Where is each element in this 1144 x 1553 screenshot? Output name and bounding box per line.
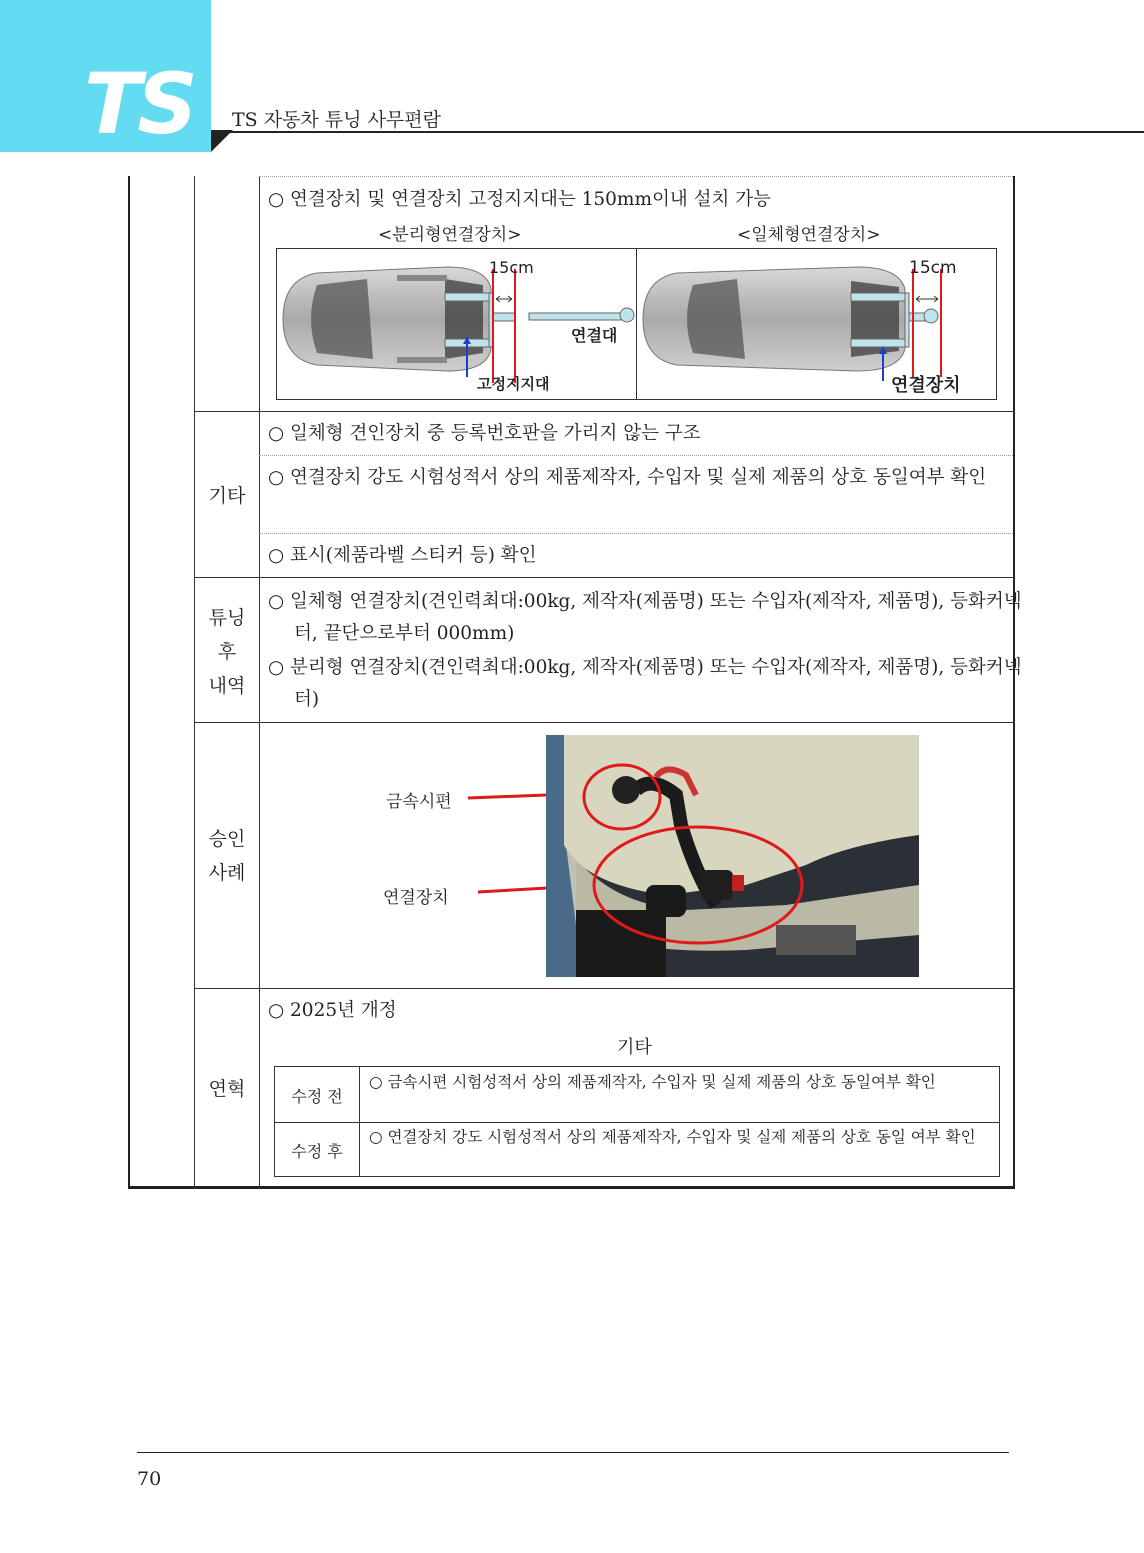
- column-divider-2: [259, 176, 260, 1189]
- other-bullet-3: ○ 표시(제품라벨 스티커 등) 확인: [268, 545, 537, 566]
- revision-table-row-divider: [275, 1122, 999, 1123]
- other-bullet-2: ○ 연결장치 강도 시험성적서 상의 제품제작자, 수입자 및 실제 제품의 상호 동일여부 확인: [268, 467, 987, 488]
- revision-text-before: ○ 금속시편 시험성적서 상의 제품제작자, 수입자 및 실제 제품의 상호 동일여부 확인: [369, 1073, 936, 1091]
- support-label: 고정지지대: [477, 375, 550, 393]
- tow-hitch-photo: [546, 735, 919, 977]
- revision-text-after: ○ 연결장치 강도 시험성적서 상의 제품제작자, 수입자 및 실제 제품의 상호 동일 여부 확인: [369, 1128, 976, 1146]
- car-top-view-icon: [643, 267, 905, 371]
- left-dimension-label: 15cm: [489, 258, 534, 277]
- revision-table: [274, 1066, 1000, 1177]
- revision-label-before: 수정 전: [291, 1087, 343, 1106]
- page-number: 70: [137, 1468, 162, 1490]
- logo-block: [0, 0, 211, 152]
- other-bullet-1: ○ 일체형 견인장치 중 등록번호판을 가리지 않는 구조: [268, 423, 701, 444]
- row-label-after-tuning: 튜닝 후 내역: [208, 607, 246, 697]
- caption-separate-type: <분리형연결장치>: [378, 225, 522, 245]
- row-divider: [194, 577, 1015, 578]
- revision-label-after: 수정 후: [291, 1142, 343, 1161]
- callout-coupling: 연결장치: [383, 888, 449, 908]
- tow-bar: [529, 313, 621, 320]
- row-label-other: 기타: [208, 485, 246, 507]
- tow-ball-icon: [620, 308, 634, 322]
- row-label-history: 연혁: [208, 1078, 246, 1100]
- row-label-approval-case: 승인 사례: [208, 828, 246, 884]
- row-divider: [194, 411, 1015, 412]
- logo: TS: [84, 55, 194, 153]
- install-bullet: ○ 연결장치 및 연결장치 고정지지대는 150mm이내 설치 가능: [268, 189, 771, 210]
- after-bullet-2: ○ 분리형 연결장치(견인력최대:00kg, 제작자(제품명) 또는 수입자(제작자, 제품명), 등화커넥터): [268, 657, 1022, 710]
- header-divider: [211, 131, 1144, 133]
- support-bar-top: [445, 293, 491, 301]
- row-subdivider: [259, 455, 1013, 456]
- callout-metal-specimen: 금속시편: [386, 792, 452, 812]
- row-divider: [194, 722, 1015, 723]
- history-bullet: ○ 2025년 개정: [268, 1000, 397, 1021]
- coupling-diagram: [276, 248, 997, 400]
- tow-ball-icon: [612, 776, 640, 804]
- row-subdivider: [259, 533, 1013, 534]
- logo-notch: [211, 130, 233, 152]
- history-subtitle: 기타: [617, 1037, 652, 1058]
- tow-ball-icon: [924, 309, 938, 323]
- footer-divider: [137, 1452, 1009, 1453]
- car-top-view-icon: [283, 267, 491, 371]
- header-title: TS 자동차 튜닝 사무편람: [232, 109, 441, 131]
- row-divider: [194, 988, 1015, 989]
- top-dotted-border: [259, 176, 1013, 177]
- right-dimension-label: 15cm: [909, 258, 957, 278]
- caption-integrated-type: <일체형연결장치>: [737, 225, 881, 245]
- after-bullet-1: ○ 일체형 연결장치(견인력최대:00kg, 제작자(제품명) 또는 수입자(제작자, 제품명), 등화커넥터, 끝단으로부터 000mm): [268, 591, 1022, 644]
- tow-bar-label: 연결대: [571, 326, 618, 345]
- coupling-label: 연결장치: [891, 375, 961, 396]
